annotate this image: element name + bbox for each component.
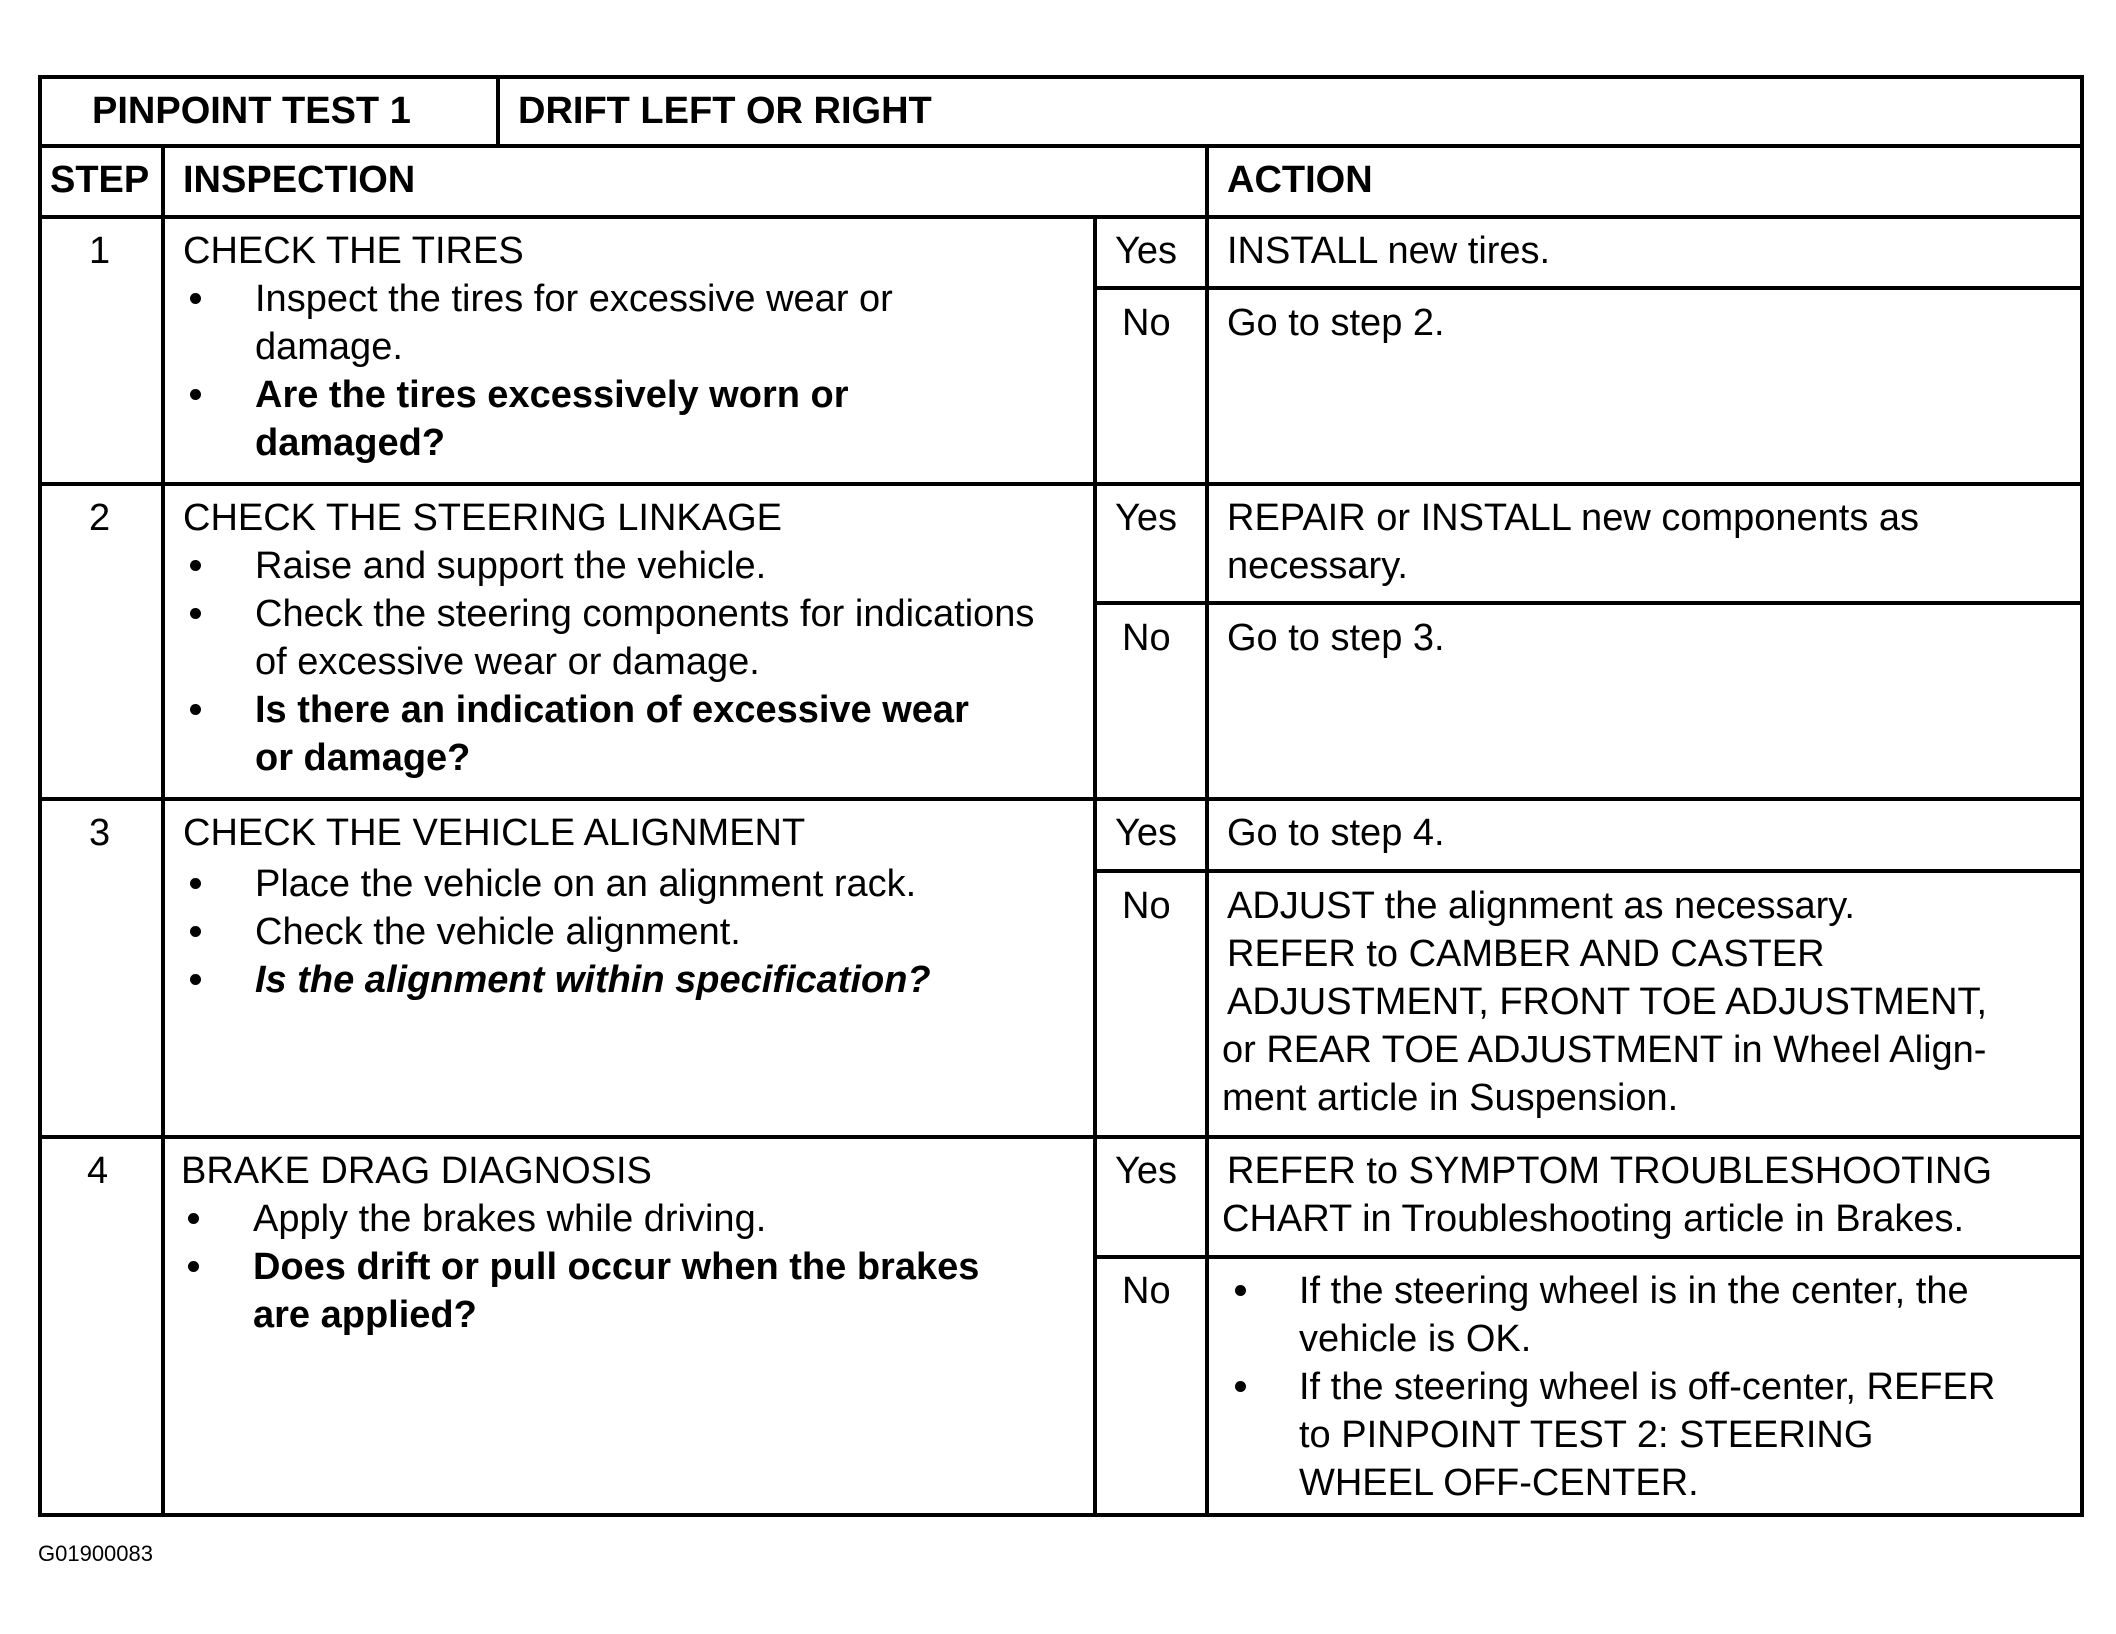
no-action-line: ADJUST the alignment as necessary. [1227,885,1855,927]
inspection-line: Inspect the tires for excessive wear or [255,278,893,320]
rule-step-column [161,144,165,1513]
yes-label: Yes [1115,497,1177,539]
bullet-icon [190,878,201,889]
pinpoint-test-chart [38,75,2084,1517]
inspection-question: Does drift or pull occur when the brakes [253,1246,980,1288]
bullet-icon [190,293,201,304]
inspection-question: Is the alignment within specification? [255,959,931,1001]
no-action-line: WHEEL OFF-CENTER. [1299,1462,1699,1504]
yes-label: Yes [1115,1150,1177,1192]
figure-code: G01900083 [38,1541,153,1566]
no-label: No [1122,302,1171,344]
yes-action-line: necessary. [1227,545,1408,587]
rule-action-column [1205,144,1209,1513]
yes-action-line: Go to step 4. [1227,812,1445,854]
rule-step3-yes-no [1093,869,2080,873]
inspection-question: Is there an indication of excessive wear [255,689,969,731]
no-action-line: ADJUSTMENT, FRONT TOE ADJUSTMENT, [1227,981,1988,1023]
bullet-icon [190,974,201,985]
no-action-line: If the steering wheel is in the center, the [1299,1270,1969,1312]
step-number: 1 [89,230,111,272]
no-action-line: ment article in Suspension. [1222,1077,1679,1119]
inspection-line: of excessive wear or damage. [255,641,760,683]
step-number: 2 [89,497,111,539]
bullet-icon [1235,1381,1246,1392]
bullet-icon [190,560,201,571]
rule-yes-no-column [1093,215,1097,1513]
no-label: No [1122,885,1171,927]
no-action-line: REFER to CAMBER AND CASTER [1227,933,1825,975]
step-title: BRAKE DRAG DIAGNOSIS [181,1150,652,1192]
no-label: No [1122,617,1171,659]
bullet-icon [188,1213,199,1224]
step-title: CHECK THE STEERING LINKAGE [183,497,782,539]
inspection-line: Apply the brakes while driving. [253,1198,767,1240]
rule-step3-end [42,1135,2080,1139]
column-head-action: ACTION [1227,159,1373,201]
bullet-icon [190,608,201,619]
inspection-question: damaged? [255,422,446,464]
rule-header [42,144,2080,148]
rule-step2-yes-no [1093,601,2080,605]
inspection-question: are applied? [253,1294,477,1336]
yes-label: Yes [1115,812,1177,854]
bullet-icon [188,1261,199,1272]
bullet-icon [1235,1285,1246,1296]
inspection-line: Place the vehicle on an alignment rack. [255,863,917,905]
bullet-icon [190,389,201,400]
inspection-line: damage. [255,326,403,368]
test-id: PINPOINT TEST 1 [92,90,411,132]
test-title: DRIFT LEFT OR RIGHT [518,90,932,132]
step-title: CHECK THE TIRES [183,230,524,272]
column-head-step: STEP [50,159,150,201]
yes-action-line: REFER to SYMPTOM TROUBLESHOOTING [1227,1150,1993,1192]
rule-step2-end [42,797,2080,801]
yes-action-line: REPAIR or INSTALL new components as [1227,497,1920,539]
no-action-line: vehicle is OK. [1299,1318,1532,1360]
no-action-line: Go to step 2. [1227,302,1445,344]
bullet-icon [190,926,201,937]
inspection-line: Check the vehicle alignment. [255,911,741,953]
no-action-line: If the steering wheel is off-center, REFER [1299,1366,1996,1408]
step-title: CHECK THE VEHICLE ALIGNMENT [183,812,806,854]
step-number: 4 [87,1150,109,1192]
rule-step1-yes-no [1093,286,2080,290]
step-number: 3 [89,812,111,854]
rule-column-heads [42,215,2080,219]
yes-action-line: CHART in Troubleshooting article in Brakes. [1222,1198,1965,1240]
no-action-line: to PINPOINT TEST 2: STEERING [1299,1414,1874,1456]
bullet-icon [190,704,201,715]
no-action-line: Go to step 3. [1227,617,1445,659]
rule-step4-yes-no [1093,1255,2080,1259]
no-action-line: or REAR TOE ADJUSTMENT in Wheel Align- [1222,1029,1987,1071]
inspection-question: Are the tires excessively worn or [255,374,849,416]
inspection-line: Raise and support the vehicle. [255,545,767,587]
rule-header-divider [496,79,500,144]
rule-step1-end [42,482,2080,486]
yes-label: Yes [1115,230,1177,272]
column-head-inspection: INSPECTION [183,159,416,201]
no-label: No [1122,1270,1171,1312]
inspection-question: or damage? [255,737,471,779]
inspection-line: Check the steering components for indications [255,593,1035,635]
yes-action-line: INSTALL new tires. [1227,230,1551,272]
